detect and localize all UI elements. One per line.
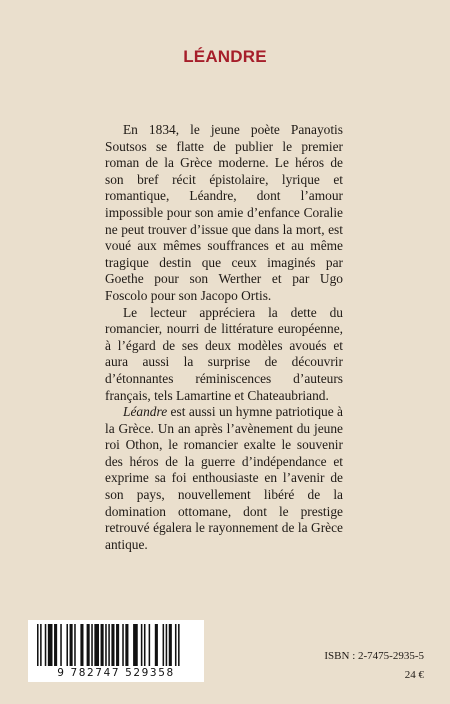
barcode-bar (60, 624, 62, 666)
blurb-paragraph-3-text: est aussi un hymne patriotique à la Grèce. Un an après l’avènement du jeune roi Othon, le romancier exalte le souvenir des héros de la guerre d’indépendance et exprime sa foi enthousiaste en l’avenir de son pays, nouvellement libéré de la domination ottomane, dont le prestige retrouvé égalera le rayonnement de la Grèce antique. (105, 404, 343, 552)
barcode-bar (66, 624, 68, 666)
barcode-bar (133, 624, 138, 666)
barcode-digits: 9 782747 529358 (57, 667, 175, 679)
barcode-bar (175, 624, 177, 666)
barcode-bar (37, 624, 39, 666)
isbn-label: ISBN : 2-7475-2935-5 (324, 650, 424, 662)
blurb-paragraph-3 (105, 404, 343, 553)
barcode-bar (87, 624, 90, 666)
barcode-bar (125, 624, 128, 666)
book-title: LÉANDRE (183, 47, 267, 66)
blurb-title-italic: Léandre (123, 404, 168, 420)
blurb-paragraph-2: Le lecteur appréciera la dette du romancier, nourri de littérature européenne, à l’égard de ses deux modèles avoués et aura aussi la surprise de découvrir d’étonnantes réminiscences d’auteurs français, tels Lamartine et Chateaubriand. (105, 304, 343, 403)
barcode-bar (105, 624, 107, 666)
barcode-bar (149, 624, 151, 666)
barcode-bar (108, 624, 110, 666)
barcode-bar (122, 624, 124, 666)
barcode-bar (70, 624, 73, 666)
barcode-bar (111, 624, 114, 666)
barcode-bar (144, 624, 146, 666)
barcode-bar (91, 624, 93, 666)
barcode-bar (54, 624, 57, 666)
price-label: 24 € (404, 669, 424, 681)
barcode-bar (169, 624, 172, 666)
barcode-bar (48, 624, 53, 666)
barcode-bar (101, 624, 104, 666)
barcode-bar (166, 624, 168, 666)
barcode (28, 620, 204, 682)
barcode-bar (163, 624, 165, 666)
barcode-bars (35, 624, 197, 666)
barcode-bar (45, 624, 47, 666)
barcode-bar (74, 624, 76, 666)
blurb (105, 122, 343, 553)
barcode-bar (178, 624, 180, 666)
barcode-bar (80, 624, 83, 666)
barcode-bar (40, 624, 42, 666)
barcode-bar (141, 624, 143, 666)
blurb-paragraph-1: En 1834, le jeune poète Panayotis Soutsos se flatte de publier le premier roman de la Grèce moderne. Le héros de son bref récit épistolaire, lyrique et romantique, Léandre, dont l’amour impossible pour son amie d’enfance Coralie ne peut trouver d’issue que dans la mort, est voué aux mêmes souffrances et au même tragique destin que ceux imaginés par Goethe pour son Werther et par Ugo Foscolo pour son Jacopo Ortis. (105, 122, 343, 303)
barcode-bar (155, 624, 158, 666)
barcode-bar (116, 624, 119, 666)
barcode-bar (94, 624, 99, 666)
